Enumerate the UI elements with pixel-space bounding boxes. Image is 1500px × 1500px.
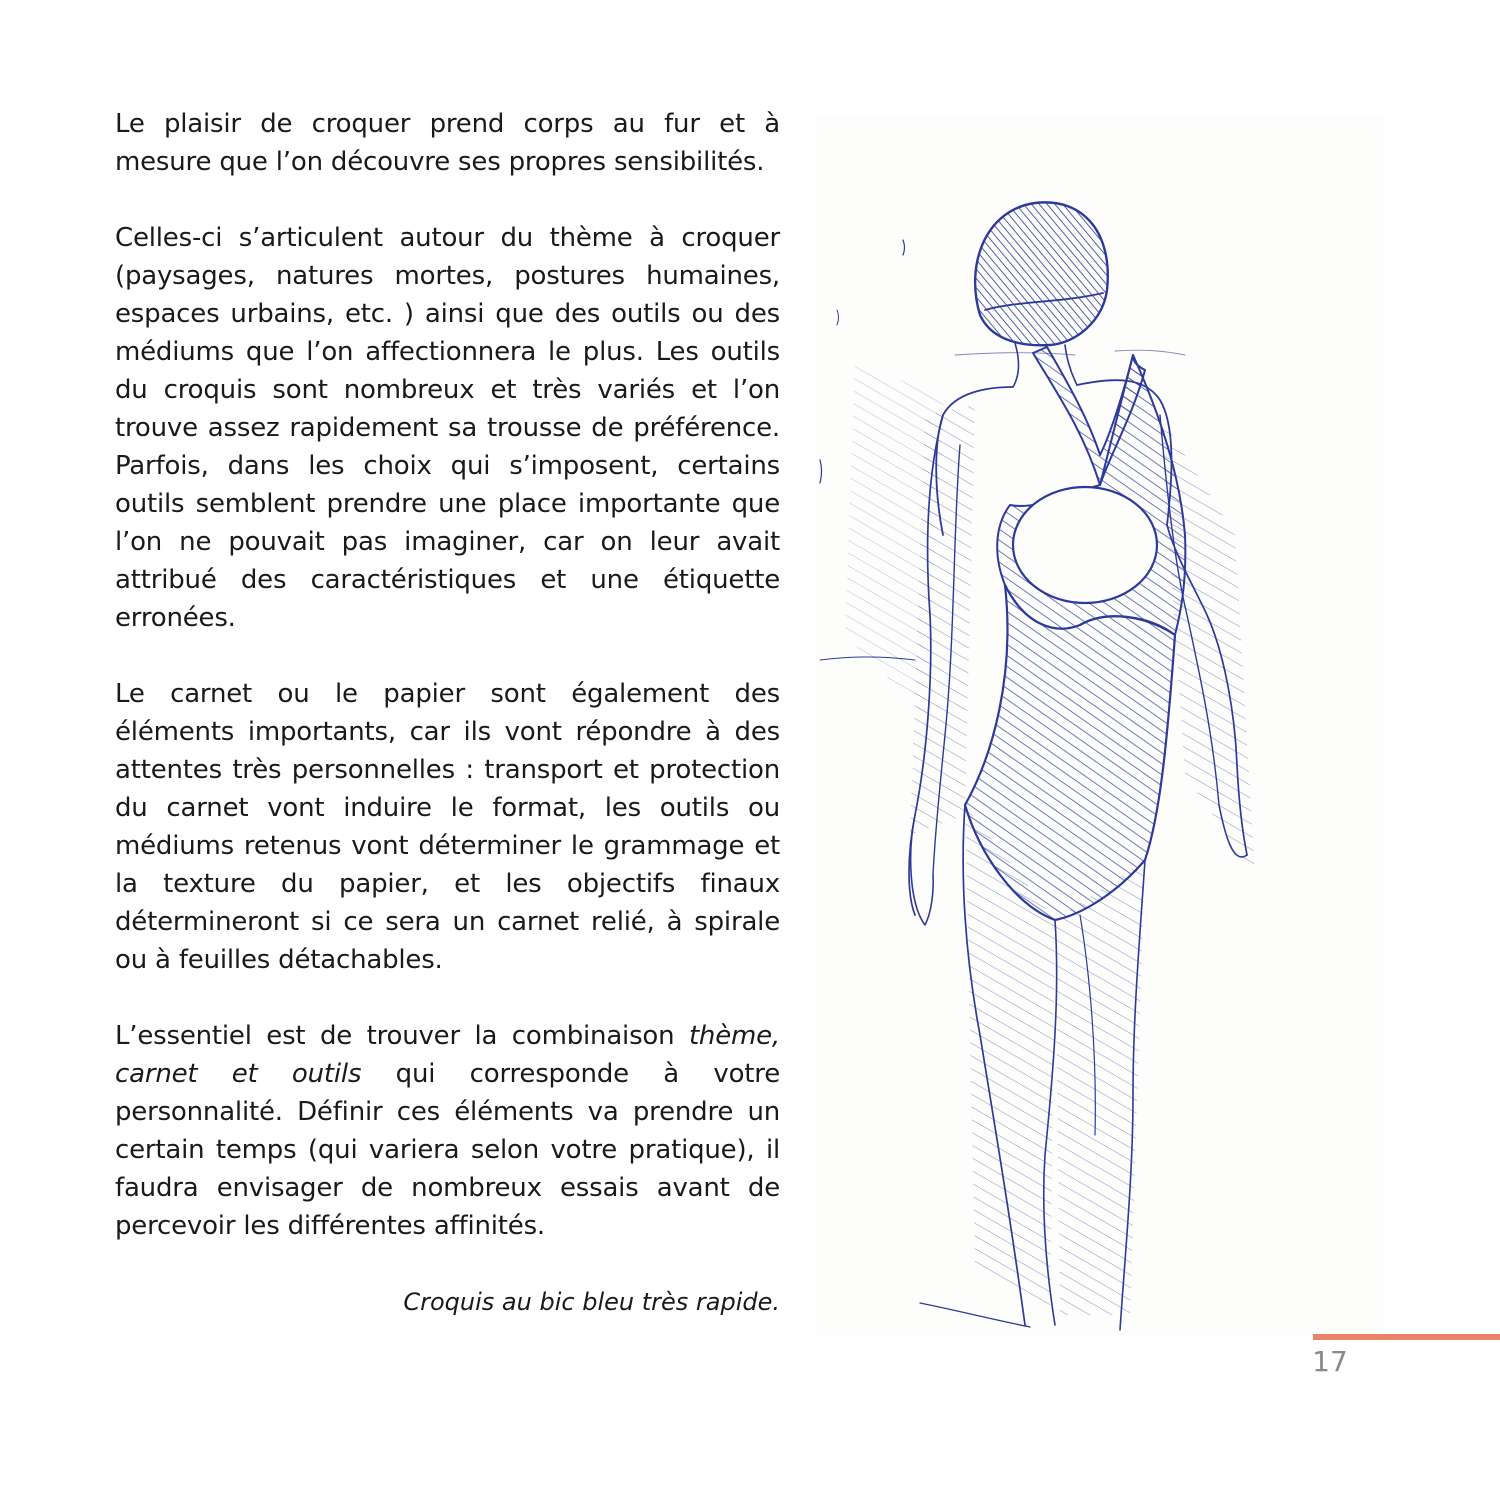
body-text [115, 105, 780, 1245]
figure-caption: Croquis au bic bleu très rapide. [403, 1288, 780, 1316]
paragraph-3: Le carnet ou le papier sont également des éléments importants, car ils vont répondre à des attentes très personnelles : transport et protection du carnet vont induire le format, les outils ou médiums retenus vont déterminer le grammage et la texture du papier, et les objectifs finaux détermineront si ce sera un carnet relié, à spirale ou à feuilles détachables. [115, 679, 780, 975]
paragraph-1: Le plaisir de croquer prend corps au fur et à mesure que l’on découvre ses propres sensibilités. [115, 109, 780, 177]
page-number: 17 [1312, 1345, 1348, 1378]
paragraph-4 [115, 1017, 780, 1245]
paragraph-4-emphasis: thème, carnet et outils [115, 1021, 780, 1089]
swimmer-sketch [815, 115, 1385, 1335]
paragraph-2: Celles-ci s’articulent autour du thème à croquer (paysages, natures mortes, postures humaines, espaces urbains, etc. ) ainsi que des outils ou des médiums que l’on affectionnera le plus. Les outils du croquis sont nombreux et très variés et l’on trouve assez rapidement sa trousse de préférence. Parfois, dans les choix qui s’imposent, certains outils semblent prendre une place importante que l’on ne pouvait pas imaginer, car on leur avait attribué des caractéristiques et une étiquette erronées. [115, 223, 780, 633]
page-number-rule [1313, 1334, 1500, 1340]
paragraph-4-start: L’essentiel est de trouver la combinaison [115, 1021, 689, 1051]
paragraph-4-end: qui corresponde à votre personnalité. Définir ces éléments va prendre un certain temps (qui variera selon votre pratique), il faudra envisager de nombreux essais avant de percevoir les différentes affinités. [115, 1059, 780, 1241]
swimmer-sketch-drawing [815, 115, 1385, 1335]
